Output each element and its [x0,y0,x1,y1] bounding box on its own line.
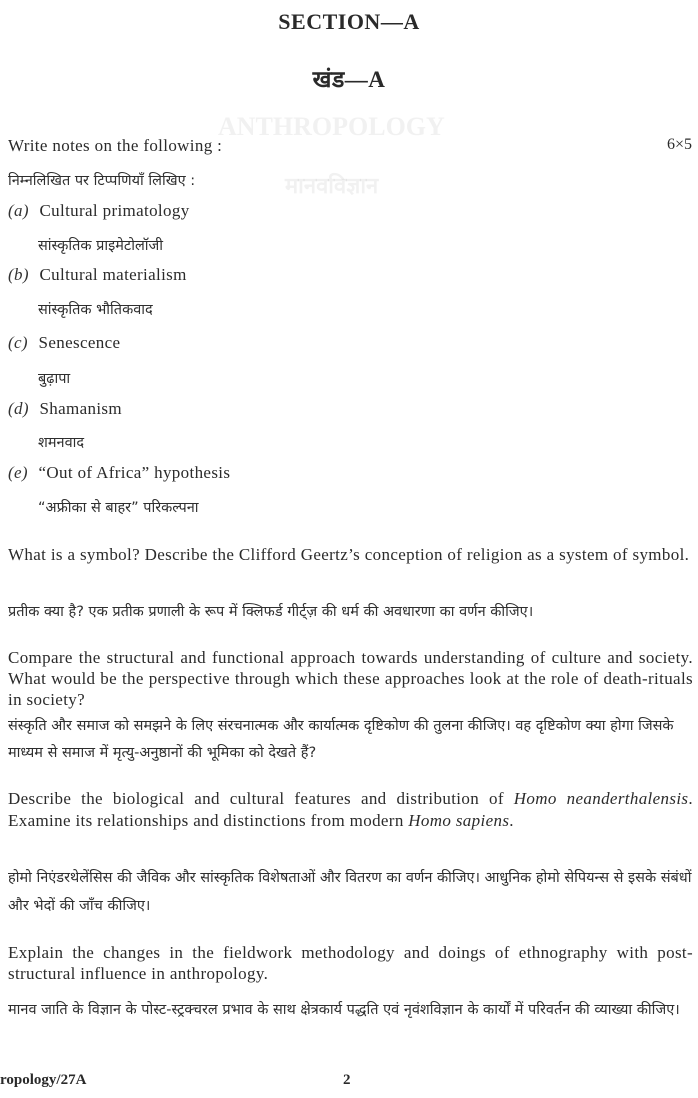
note-item-a [8,201,190,221]
question-symbol-hindi: प्रतीक क्या है? एक प्रतीक प्रणाली के रूप में क्लिफर्ड गीर्ट्ज़ की धर्म की अवधारणा का वर्णन कीजिए। [8,604,534,620]
question-structural-functional-hindi: संस्कृति और समाज को समझने के लिए संरचनात्मक और कार्यात्मक दृष्टिकोण की तुलना कीजिए। वह दृष्टिकोण क्या होगा जिसके माध्यम से समाज में मृत्यु-अनुष्ठानों की भूमिका को देखते हैं? [8,718,674,761]
section-title-english: SECTION—A [278,9,420,34]
note-item-c [8,333,120,353]
footer-paper-code: ropology/27A [0,1072,87,1088]
note-item-d [8,399,122,419]
show-through-mark: ANTHROPOLOGY [218,112,445,141]
show-through-mark: मानवविज्ञान [285,173,379,198]
note-label: (e) [8,463,28,482]
note-label: (c) [8,333,28,352]
note-text-hindi: शमनवाद [38,435,85,451]
question-text: Describe the biological and cultural features and distribution of [8,789,514,808]
marks-label: 6×5 [666,136,692,153]
notes-instruction-hindi: निम्नलिखित पर टिप्पणियाँ लिखिए : [8,173,196,189]
note-label: (b) [8,265,29,284]
note-text-hindi: सांस्कृतिक प्राइमेटोलॉजी [38,238,164,254]
question-text: . [509,811,514,830]
question-neanderthal-hindi: होमो निएंडरथेलेंसिस की जैविक और सांस्कृतिक विशेषताओं और वितरण का वर्णन कीजिए। आधुनिक होमो सेपियन्स से इसके संबंधों और भेदों की जाँच कीजिए। [8,870,692,914]
note-label: (d) [8,399,29,418]
note-text-hindi: सांस्कृतिक भौतिकवाद [38,302,153,318]
question-structural-functional-english: Compare the structural and functional approach towards understanding of culture and society. What would be the perspective through which these approaches look at the role of death-rituals in society? [8,648,693,709]
note-item-b [8,265,187,285]
question-neanderthal-english [8,788,693,832]
note-text-english: Shamanism [39,399,122,418]
note-text-english: “Out of Africa” hypothesis [38,463,231,482]
note-text-hindi: “अफ्रीका से बाहर” परिकल्पना [38,500,199,516]
page-number: 2 [343,1072,351,1088]
species-name: Homo neanderthalensis [513,789,689,808]
note-text-hindi: बुढ़ापा [38,371,71,387]
section-title-hindi: खंड—A [312,67,386,92]
question-fieldwork-english: Explain the changes in the fieldwork methodology and doings of ethnography with post-structural influence in anthropology. [8,943,693,983]
species-name: Homo sapiens [408,811,510,830]
question-text: . Examine its relationships and distinctions from modern [8,789,693,830]
note-item-e [8,463,230,483]
note-text-english: Cultural materialism [39,265,187,284]
notes-instruction-english: Write notes on the following : [8,136,223,155]
question-fieldwork-hindi: मानव जाति के विज्ञान के पोस्ट-स्ट्रक्चरल प्रभाव के साथ क्षेत्रकार्य पद्धति एवं नृवंशविज्ञान के कार्यों में परिवर्तन की व्याख्या कीजिए। [8,1002,680,1018]
note-label: (a) [8,201,29,220]
question-symbol-english: What is a symbol? Describe the Clifford Geertz’s conception of religion as a system of symbol. [8,545,690,564]
note-text-english: Senescence [38,333,121,352]
note-text-english: Cultural primatology [39,201,190,220]
